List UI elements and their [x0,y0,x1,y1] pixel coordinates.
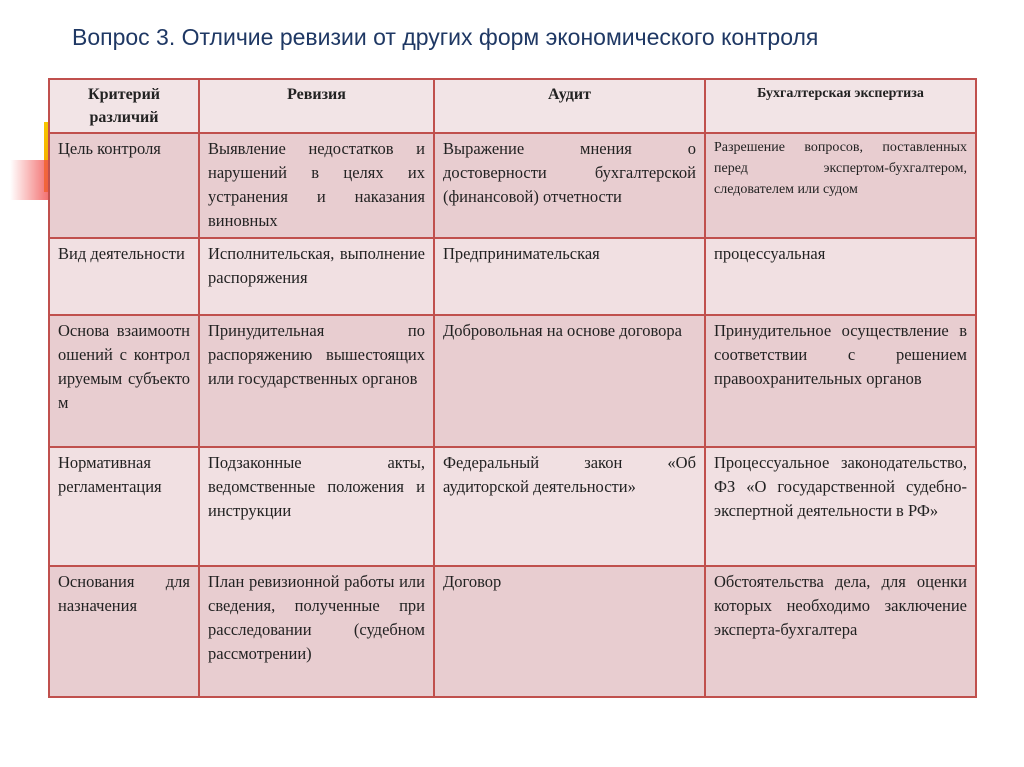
cell: Исполнительская, выполнение распоряжения [199,238,434,315]
cell: Федеральный закон «Об аудиторской деятельности» [434,447,705,566]
cell: Подзаконные акты, ведомственные положения и инструкции [199,447,434,566]
header-criterion: Критерий различий [49,79,199,133]
table-row [49,566,976,697]
cell: Цель контроля [49,133,199,238]
cell: Основа взаимоотношений с контролируемым субъектом [49,315,199,447]
cell: Принудительное осуществление в соответствии с решением правоохранительных органов [705,315,976,447]
table-row [49,133,976,238]
table-header-row [49,79,976,133]
cell: Договор [434,566,705,697]
cell: Обстоятельства дела, для оценки которых необходимо заключение эксперта-бухгалтера [705,566,976,697]
header-expertise: Бухгалтерская экспертиза [705,79,976,133]
cell: Процессуальное законодательство, ФЗ «О государственной судебно-экспертной деятельности в РФ» [705,447,976,566]
cell: Выражение мнения о достоверности бухгалтерской (финансовой) отчетности [434,133,705,238]
cell: План ревизионной работы или сведения, полученные при расследовании (судебном рассмотрении) [199,566,434,697]
cell: Нормативная регламентация [49,447,199,566]
cell: Добровольная на основе договора [434,315,705,447]
cell: Принудительная по распоряжению вышестоящих или государственных органов [199,315,434,447]
decorative-gradient [10,160,50,200]
header-audit: Аудит [434,79,705,133]
cell: процессуальная [705,238,976,315]
table-row [49,447,976,566]
cell: Предпринимательская [434,238,705,315]
cell: Основания для назначения [49,566,199,697]
table-row [49,315,976,447]
comparison-table [48,78,977,698]
cell: Разрешение вопросов, поставленных перед экспертом-бухгалтером, следователем или судом [705,133,976,238]
cell: Вид деятельности [49,238,199,315]
slide-title: Вопрос 3. Отличие ревизии от других форм экономического контроля [72,24,819,50]
header-revision: Ревизия [199,79,434,133]
cell: Выявление недостатков и нарушений в целях их устранения и наказания виновных [199,133,434,238]
table-row [49,238,976,315]
